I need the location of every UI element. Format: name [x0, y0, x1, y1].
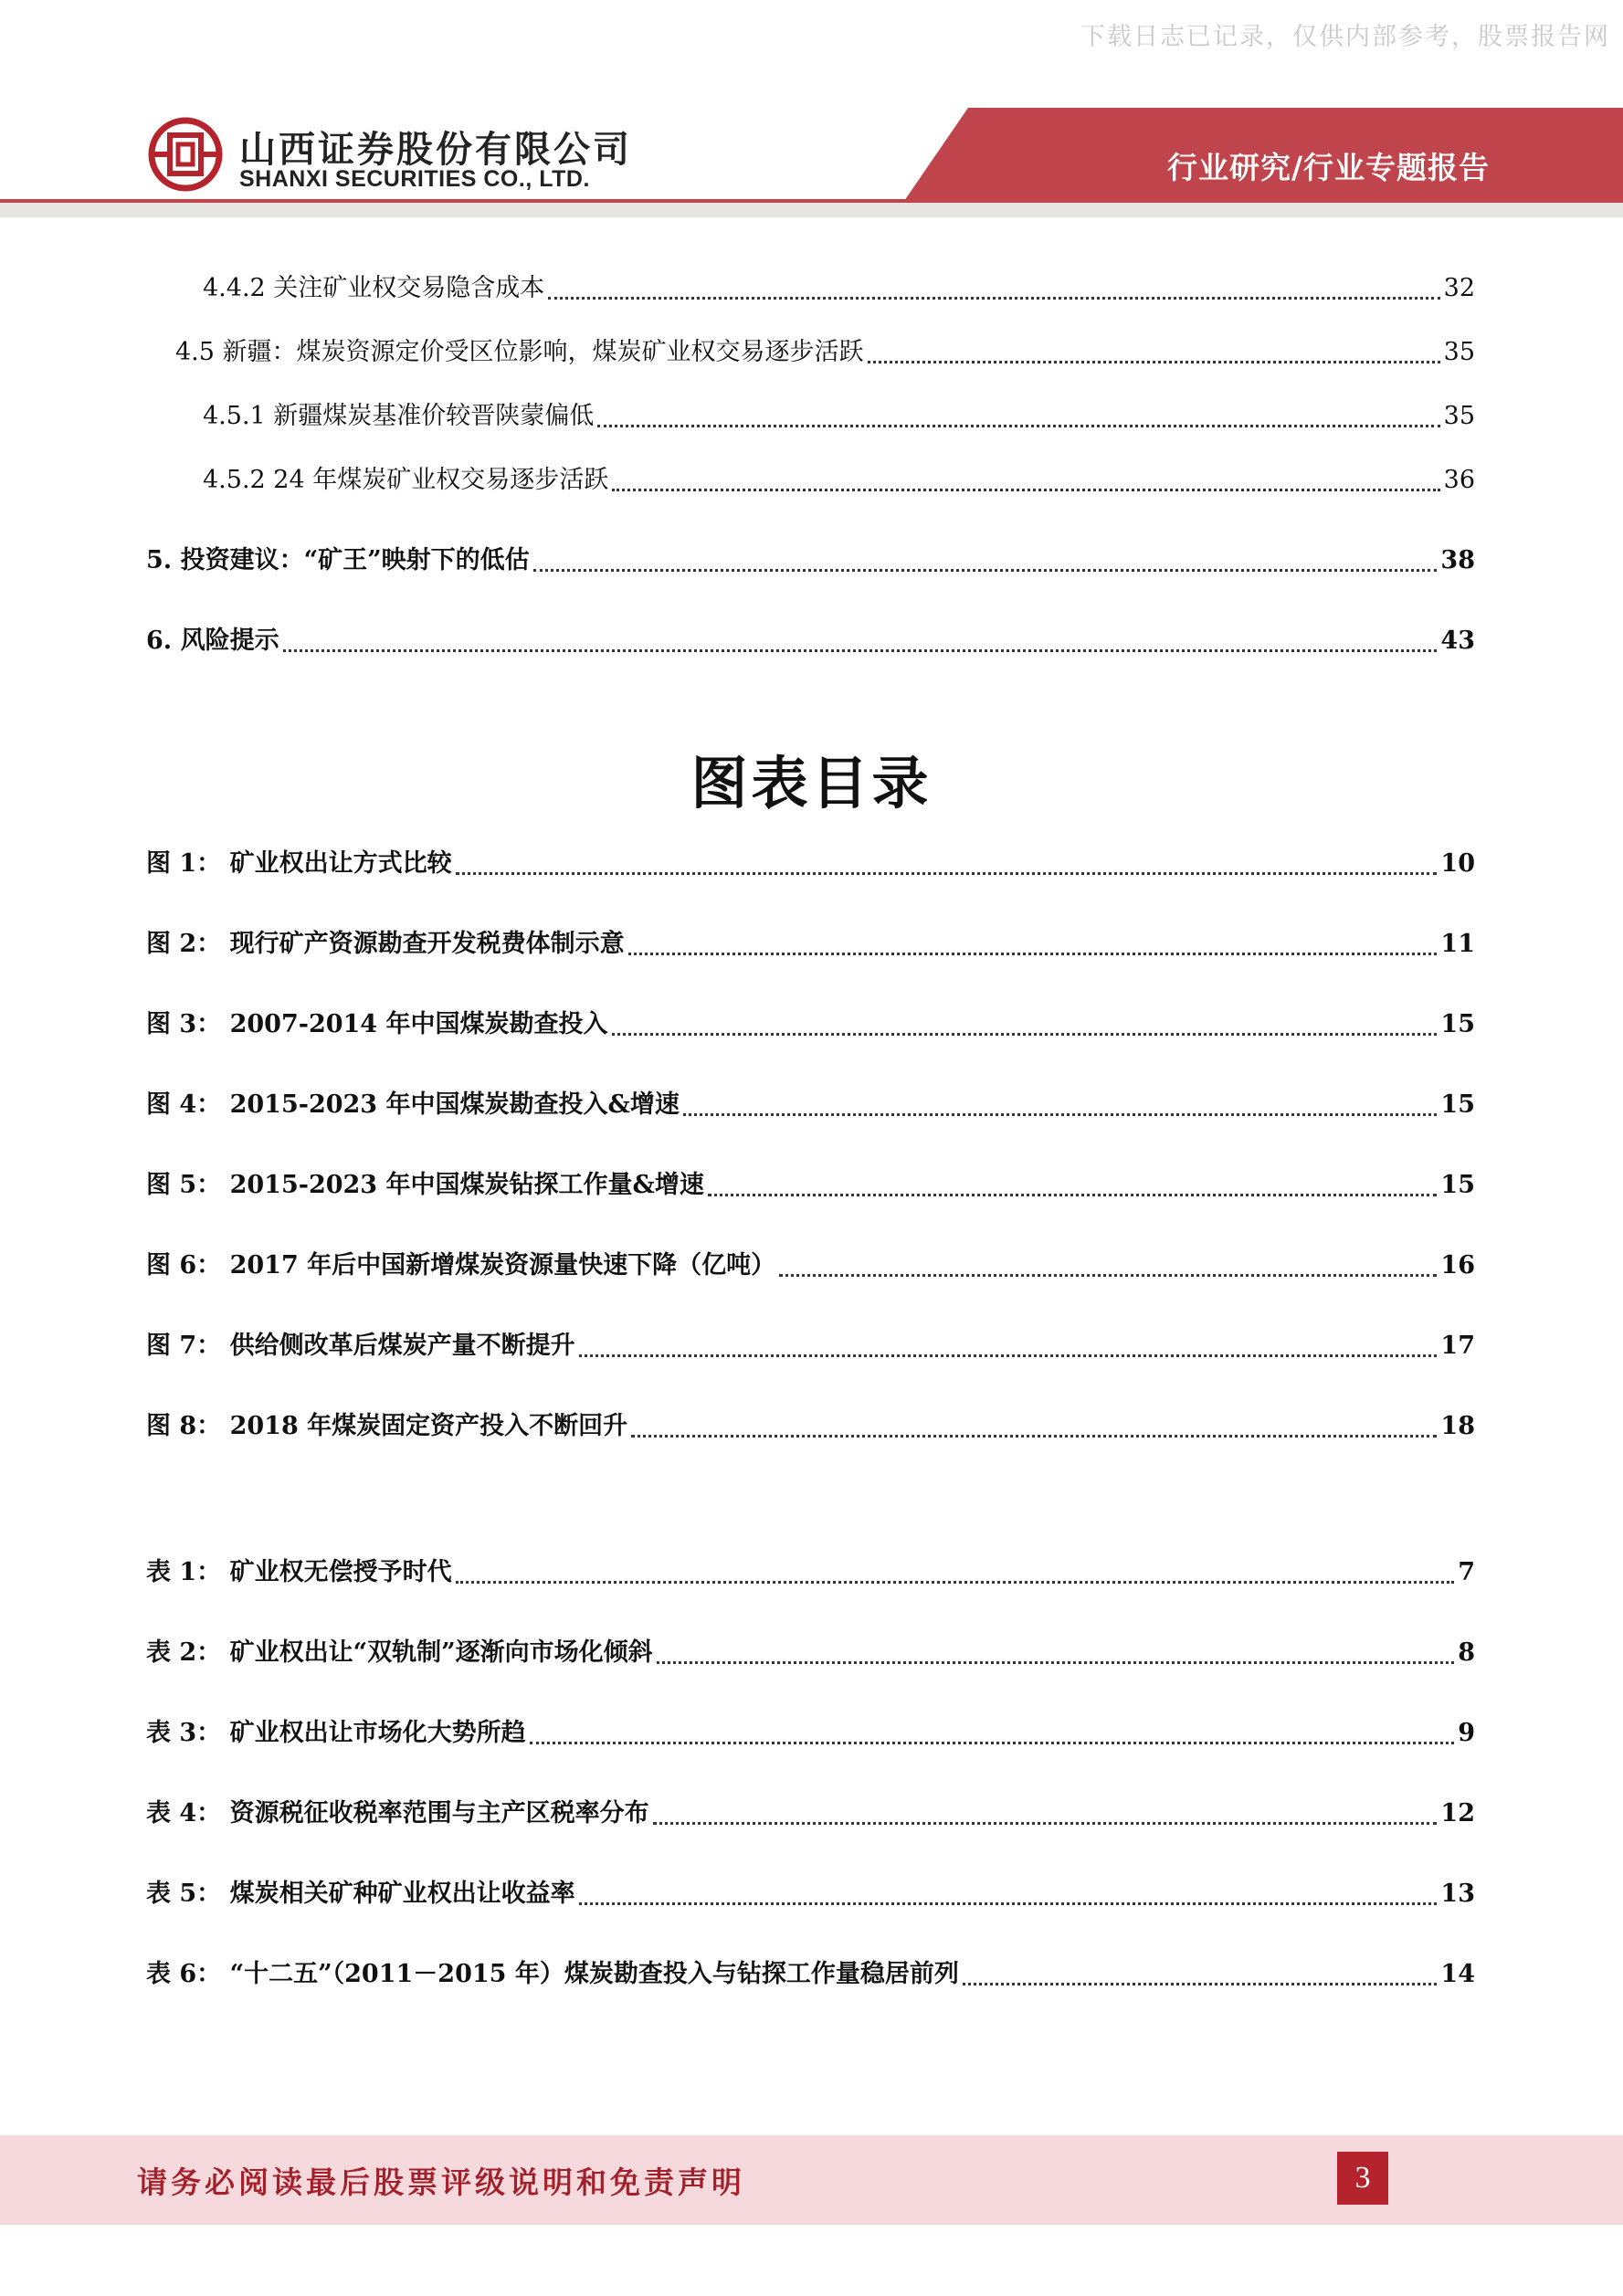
figure-entry[interactable] [146, 1406, 1475, 1447]
leader-dots [779, 1274, 1437, 1277]
company-logo-icon [148, 117, 223, 192]
figure-entry[interactable] [146, 1165, 1475, 1206]
figure-entry-label: 图 3： 2007-2014 年中国煤炭勘查投入 [146, 1010, 608, 1038]
table-entry[interactable] [146, 1874, 1475, 1914]
table-entry-page: 7 [1458, 1558, 1475, 1586]
figure-entry[interactable] [146, 844, 1475, 884]
figure-entry-page: 17 [1440, 1332, 1475, 1360]
table-entry[interactable] [146, 1794, 1475, 1834]
figure-entry-label: 图 7： 供给侧改革后煤炭产量不断提升 [146, 1332, 575, 1360]
figure-entry-label: 图 8： 2018 年煤炭固定资产投入不断回升 [146, 1412, 628, 1440]
table-entry[interactable] [146, 1633, 1475, 1673]
figure-entry[interactable] [146, 1085, 1475, 1125]
company-name-cn: 山西证券股份有限公司 [239, 129, 632, 171]
table-entry-label: 表 5： 煤炭相关矿种矿业权出让收益率 [146, 1880, 575, 1908]
figure-entry[interactable] [146, 1326, 1475, 1366]
toc-entry-label: 4.5.2 24 年煤炭矿业权交易逐步活跃 [203, 466, 609, 494]
table-entry-page: 13 [1440, 1880, 1475, 1908]
figure-entry-page: 10 [1440, 849, 1475, 878]
leader-dots [708, 1194, 1438, 1196]
table-entry[interactable] [146, 1713, 1475, 1754]
toc-entry-page: 35 [1443, 402, 1475, 430]
figure-entry[interactable] [146, 1246, 1475, 1286]
toc-entry[interactable] [146, 621, 1475, 661]
toc-entry-label: 6. 风险提示 [146, 627, 279, 655]
table-entry[interactable] [146, 1553, 1475, 1593]
footer-disclaimer: 请务必阅读最后股票评级说明和免责声明 [137, 2164, 745, 2200]
leader-dots [612, 1033, 1438, 1036]
figure-entry-label: 图 6： 2017 年后中国新增煤炭资源量快速下降（亿吨） [146, 1251, 776, 1280]
figures-list-title: 图表目录 [690, 750, 933, 816]
leader-dots [548, 297, 1439, 300]
leader-dots [612, 489, 1439, 491]
leader-dots [456, 1581, 1455, 1584]
figure-entry-page: 11 [1440, 930, 1475, 958]
table-entry-label: 表 3： 矿业权出让市场化大势所趋 [146, 1719, 526, 1747]
table-entry-label: 表 1： 矿业权无偿授予时代 [146, 1558, 452, 1586]
leader-dots [283, 649, 1438, 652]
table-entry[interactable] [146, 1954, 1475, 1995]
table-entry-page: 14 [1440, 1960, 1475, 1988]
leader-dots [456, 872, 1438, 875]
leader-dots [868, 361, 1440, 363]
figure-entry-label: 图 2： 现行矿产资源勘查开发税费体制示意 [146, 930, 625, 958]
figure-entry-label: 图 1： 矿业权出让方式比较 [146, 849, 452, 878]
report-type: 行业研究/行业专题报告 [1166, 150, 1490, 185]
figure-entry[interactable] [146, 1005, 1475, 1045]
leader-dots [579, 1354, 1438, 1357]
toc-entry-label: 4.5.1 新疆煤炭基准价较晋陕蒙偏低 [203, 402, 595, 430]
table-entry-label: 表 2： 矿业权出让“双轨制”逐渐向市场化倾斜 [146, 1638, 653, 1667]
toc-entry[interactable] [146, 541, 1475, 581]
table-entry-label: 表 4： 资源税征收税率范围与主产区税率分布 [146, 1799, 649, 1827]
figure-entry-page: 16 [1440, 1251, 1475, 1280]
leader-dots [963, 1983, 1438, 1985]
figure-entry-page: 15 [1440, 1090, 1475, 1119]
page-number: 3 [1337, 2152, 1388, 2205]
table-entry-page: 12 [1440, 1799, 1475, 1827]
toc-entry-page: 43 [1440, 627, 1475, 655]
toc-entry-page: 35 [1443, 338, 1475, 366]
leader-dots [683, 1113, 1438, 1116]
figure-entry-page: 15 [1440, 1010, 1475, 1038]
leader-dots [657, 1661, 1455, 1664]
toc-entry[interactable] [203, 396, 1475, 437]
leader-dots [653, 1822, 1438, 1825]
table-entry-label: 表 6： “十二五”（2011－2015 年）煤炭勘查投入与钻探工作量稳居前列 [146, 1960, 959, 1988]
leader-dots [579, 1902, 1438, 1905]
leader-dots [533, 569, 1438, 572]
figure-entry-label: 图 5： 2015-2023 年中国煤炭钻探工作量&增速 [146, 1171, 704, 1199]
toc-entry-label: 4.5 新疆：煤炭资源定价受区位影响，煤炭矿业权交易逐步活跃 [175, 338, 864, 366]
leader-dots [628, 953, 1438, 955]
toc-entry[interactable] [175, 332, 1475, 373]
leader-dots [530, 1742, 1455, 1744]
figure-entry-page: 15 [1440, 1171, 1475, 1199]
company-name-en: SHANXI SECURITIES CO., LTD. [239, 166, 590, 192]
table-entry-page: 9 [1458, 1719, 1475, 1747]
toc-entry-page: 36 [1443, 466, 1475, 494]
figure-entry[interactable] [146, 924, 1475, 964]
toc-entry-page: 38 [1440, 546, 1475, 574]
watermark: 下载日志已记录，仅供内部参考，股票报告网 [1080, 23, 1610, 51]
toc-entry-label: 5. 投资建议：“矿王”映射下的低估 [146, 546, 530, 574]
toc-entry-label: 4.4.2 关注矿业权交易隐含成本 [203, 274, 545, 302]
toc-entry[interactable] [203, 460, 1475, 500]
leader-dots [631, 1435, 1437, 1438]
leader-dots [597, 425, 1439, 427]
table-entry-page: 8 [1458, 1638, 1475, 1667]
toc-entry[interactable] [203, 269, 1475, 309]
figure-entry-label: 图 4： 2015-2023 年中国煤炭勘查投入&增速 [146, 1090, 680, 1119]
figure-entry-page: 18 [1440, 1412, 1475, 1440]
toc-entry-page: 32 [1443, 274, 1475, 302]
